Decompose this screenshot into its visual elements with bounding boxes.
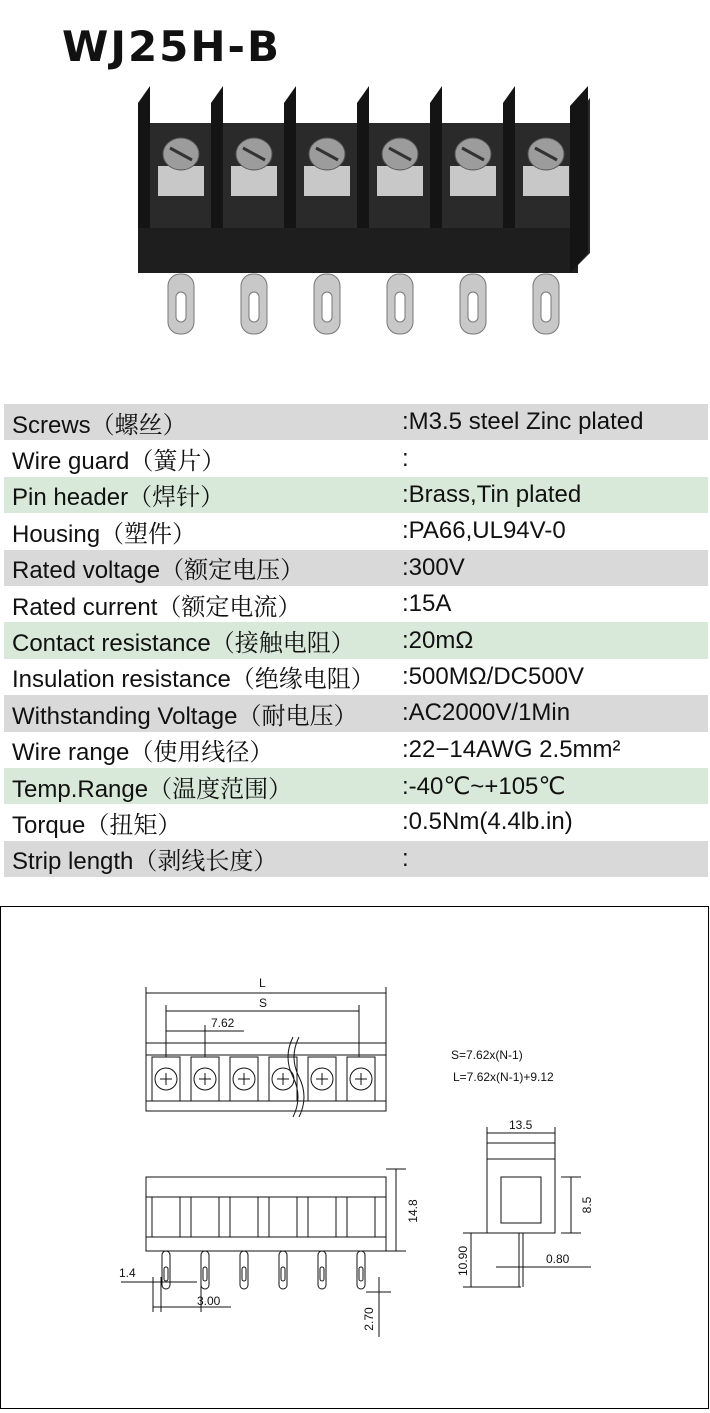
spec-label: Insulation resistance（绝缘电阻） (12, 666, 375, 694)
spec-label: Screws（螺丝） (12, 411, 187, 439)
spec-value: :500MΩ/DC500V (402, 662, 585, 690)
drawing-position (191, 1057, 219, 1289)
product-title: WJ25H-B (62, 22, 281, 71)
spec-row (4, 586, 708, 622)
dim-side-thick: 0.80 (546, 1252, 570, 1266)
dim-pin-width: 1.4 (119, 1266, 136, 1280)
drawing-position (269, 1057, 297, 1289)
spec-label: Wire range（使用线径） (12, 739, 274, 767)
spec-value: :AC2000V/1Min (402, 699, 571, 727)
spec-row (4, 841, 708, 877)
drawing-position (347, 1057, 375, 1289)
spec-label: Strip length（剥线长度） (12, 848, 278, 876)
spec-value: :M3.5 steel Zinc plated (402, 408, 644, 436)
spec-value: : (402, 844, 409, 872)
spec-row (4, 804, 708, 840)
spec-label: Wire guard（簧片） (12, 448, 226, 476)
spec-value: :300V (402, 553, 465, 581)
dim-pin-spacing: 3.00 (197, 1294, 221, 1308)
dimension-drawing (0, 906, 709, 1409)
spec-label: Torque（扭矩） (12, 811, 182, 839)
terminal-block-photo (100, 78, 610, 348)
spec-row (4, 622, 708, 658)
spec-row (4, 440, 708, 476)
spec-row (4, 659, 708, 695)
spec-label: Rated current（额定电流） (12, 593, 302, 621)
dim-S: S (259, 996, 268, 1010)
drawing-position (152, 1057, 180, 1289)
formula-S: S=7.62x(N-1) (451, 1048, 523, 1062)
spec-row (4, 732, 708, 768)
spec-row (4, 550, 708, 586)
dim-side-pin: 10.90 (456, 1245, 470, 1277)
spec-label: Housing（塑件） (12, 520, 197, 548)
dim-pin-len: 2.70 (362, 1307, 376, 1331)
spec-row (4, 477, 708, 513)
spec-label: Contact resistance（接触电阻） (12, 630, 355, 658)
spec-value: :Brass,Tin plated (402, 480, 582, 508)
formula-L: L=7.62x(N-1)+9.12 (453, 1070, 554, 1084)
spec-label: Pin header（焊针） (12, 484, 225, 512)
dim-side-width: 13.5 (509, 1118, 533, 1132)
spec-value: :0.5Nm(4.4lb.in) (402, 808, 573, 836)
spec-row (4, 513, 708, 549)
spec-row (4, 768, 708, 804)
spec-label: Temp.Range（温度范围） (12, 775, 293, 803)
drawing-position (308, 1057, 336, 1289)
spec-label: Rated voltage（额定电压） (12, 557, 305, 585)
spec-value: : (402, 444, 409, 472)
dim-L: L (259, 976, 266, 990)
spec-row (4, 695, 708, 731)
spec-row (4, 404, 708, 440)
spec-value: :20mΩ (402, 626, 474, 654)
spec-value: :15A (402, 590, 452, 618)
spec-value: :-40℃~+105℃ (402, 772, 566, 800)
spec-value: :PA66,UL94V-0 (402, 517, 566, 545)
drawing-position (230, 1057, 258, 1289)
end-wall (570, 86, 588, 273)
dim-pitch: 7.62 (211, 1016, 235, 1030)
spec-label: Withstanding Voltage（耐电压） (12, 702, 358, 730)
spec-table (4, 404, 708, 877)
dim-side-h: 8.5 (580, 1196, 594, 1214)
spec-value: :22−14AWG 2.5mm² (402, 735, 621, 763)
dim-height: 14.8 (406, 1199, 420, 1223)
